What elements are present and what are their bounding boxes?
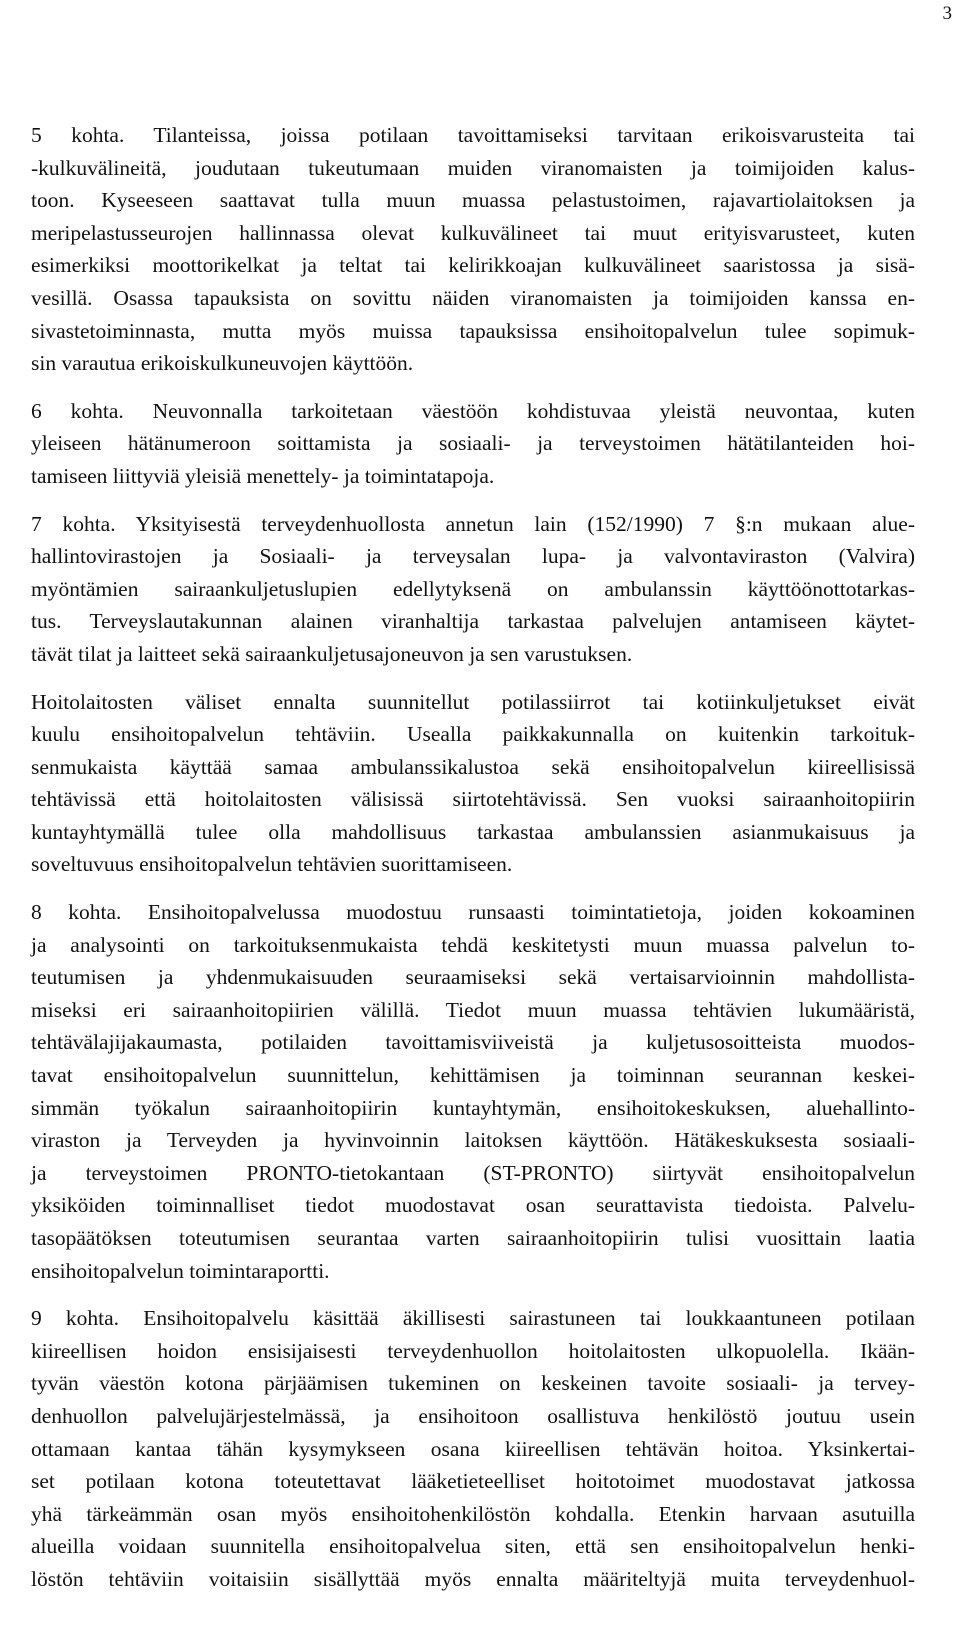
text-line: kuulu ensihoitopalvelun tehtäviin. Usealla paikkakunnalla on kuitenkin tarkoituk-	[31, 722, 915, 747]
text-line: sin varautua erikoiskulkuneuvojen käyttöön.	[31, 351, 414, 376]
text-line: alueilla voidaan suunnitella ensihoitopalvelua siten, että sen ensihoitopalvelun henki-	[31, 1534, 915, 1559]
text-line: tamiseen liittyviä yleisiä menettely- ja toimintatapoja.	[31, 463, 495, 488]
text-line: ja terveystoimen PRONTO-tietokantaan (ST-PRONTO) siirtyvät ensihoitopalvelun	[31, 1160, 915, 1185]
text-line: löstön tehtäviin voitaisiin sisällyttää myös ennalta määriteltyjä muita terveydenhuol-	[31, 1566, 915, 1591]
text-line: miseksi eri sairaanhoitopiirien välillä. Tiedot muun muassa tehtävien lukumääristä,	[31, 997, 915, 1022]
text-line: meripelastusseurojen hallinnassa olevat kulkuvälineet tai muut erityisvarusteet, kuten	[31, 220, 915, 245]
text-line: yksiköiden toiminnalliset tiedot muodostavat osan seurattavista tiedoista. Palvelu-	[31, 1193, 915, 1218]
paragraph-8-kohta	[31, 896, 915, 1287]
text-line: soveltuvuus ensihoitopalvelun tehtävien suorittamiseen.	[31, 852, 513, 877]
text-line: sivastetoiminnasta, mutta myös muissa tapauksissa ensihoitopalvelun tulee sopimuk-	[31, 318, 915, 343]
text-line: ottamaan kantaa tähän kysymykseen osana kiireellisen tehtävän hoitoa. Yksinkertai-	[31, 1436, 915, 1461]
text-line: vesillä. Osassa tapauksista on sovittu näiden viranomaisten ja toimijoiden kanssa en-	[31, 285, 915, 310]
text-line: teutumisen ja yhdenmukaisuuden seuraamiseksi sekä vertaisarvioinnin mahdollista-	[31, 965, 915, 990]
text-line: 6 kohta. Neuvonnalla tarkoitetaan väestöön kohdistuvaa yleistä neuvontaa, kuten	[31, 398, 915, 423]
paragraph-6-kohta	[31, 395, 915, 493]
text-line: yleiseen hätänumeroon soittamista ja sosiaali- ja terveystoimen hätätilanteiden hoi-	[31, 431, 915, 456]
text-line: simmän työkalun sairaanhoitopiirin kuntayhtymän, ensihoitokeskuksen, aluehallinto-	[31, 1095, 915, 1120]
text-line: senmukaista käyttää samaa ambulanssikalustoa sekä ensihoitopalvelun kiireellisissä	[31, 754, 915, 779]
text-line: 9 kohta. Ensihoitopalvelu käsittää äkillisesti sairastuneen tai loukkaantuneen potilaan	[31, 1306, 915, 1331]
text-line: tehtävissä että hoitolaitosten välisissä siirtotehtävissä. Sen vuoksi sairaanhoitopiirin	[31, 787, 915, 812]
text-line: tavat ensihoitopalvelun suunnittelun, kehittämisen ja toiminnan seurannan keskei-	[31, 1063, 915, 1088]
text-line: Hoitolaitosten väliset ennalta suunnitellut potilassiirrot tai kotiinkuljetukset eivät	[31, 689, 915, 714]
text-line: tasopäätöksen toteutumisen seurantaa varten sairaanhoitopiirin tulisi vuosittain laatia	[31, 1226, 915, 1250]
text-line: denhuollon palvelujärjestelmässä, ja ensihoitoon osallistuva henkilöstö joutuu usein	[31, 1403, 915, 1428]
text-line: esimerkiksi moottorikelkat ja teltat tai kelirikkoajan kulkuvälineet saaristossa ja sisä-	[31, 253, 915, 278]
text-line: viraston ja Terveyden ja hyvinvoinnin laitoksen käyttöön. Hätäkeskuksesta sosiaali-	[31, 1128, 915, 1153]
text-line: set potilaan kotona toteutettavat lääketieteelliset hoitotoimet muodostavat jatkossa	[31, 1469, 915, 1494]
paragraph-hoitolaitosten	[31, 686, 915, 882]
text-line: tehtävälajijakaumasta, potilaiden tavoittamisviiveistä ja kuljetusosoitteista muodos-	[31, 1030, 915, 1055]
text-line: -kulkuvälineitä, joudutaan tukeutumaan muiden viranomaisten ja toimijoiden kalus-	[31, 155, 915, 180]
text-line: kuntayhtymällä tulee olla mahdollisuus tarkastaa ambulanssien asianmukaisuus ja	[31, 819, 915, 844]
page-number: 3	[942, 3, 952, 24]
text-line: ja analysointi on tarkoituksenmukaista tehdä keskitetysti muun muassa palvelun to-	[31, 932, 915, 957]
paragraph-5-kohta	[31, 119, 915, 380]
text-line: tävät tilat ja laitteet sekä sairaankuljetusajoneuvon ja sen varustuksen.	[31, 641, 633, 666]
text-line: yhä tärkeämmän osan myös ensihoitohenkilöstön kohdalla. Etenkin harvaan asutuilla	[31, 1501, 915, 1526]
paragraph-7-kohta	[31, 508, 915, 671]
text-line: ensihoitopalvelun toimintaraportti.	[31, 1258, 330, 1283]
text-line: kiireellisen hoidon ensisijaisesti terveydenhuollon hoitolaitosten ulkopuolella. Ikään-	[31, 1338, 915, 1363]
text-line: tus. Terveyslautakunnan alainen viranhaltija tarkastaa palvelujen antamiseen käytet-	[31, 609, 915, 634]
document-body	[31, 119, 915, 1596]
paragraph-9-kohta	[31, 1302, 915, 1595]
text-line: 7 kohta. Yksityisestä terveydenhuollosta annetun lain (152/1990) 7 §:n mukaan alue-	[31, 511, 915, 536]
text-line: myöntämien sairaankuljetuslupien edellytyksenä on ambulanssin käyttöönottotarkas-	[31, 576, 915, 601]
text-line: 8 kohta. Ensihoitopalvelussa muodostuu runsaasti toimintatietoja, joiden kokoaminen	[31, 900, 915, 925]
text-line: hallintovirastojen ja Sosiaali- ja terveysalan lupa- ja valvontaviraston (Valvira)	[31, 544, 915, 569]
text-line: toon. Kyseeseen saattavat tulla muun muassa pelastustoimen, rajavartiolaitoksen ja	[31, 188, 915, 213]
text-line: tyvän väestön kotona pärjäämisen tukeminen on keskeinen tavoite sosiaali- ja tervey-	[31, 1371, 915, 1396]
text-line: 5 kohta. Tilanteissa, joissa potilaan tavoittamiseksi tarvitaan erikoisvarusteita tai	[31, 123, 915, 147]
